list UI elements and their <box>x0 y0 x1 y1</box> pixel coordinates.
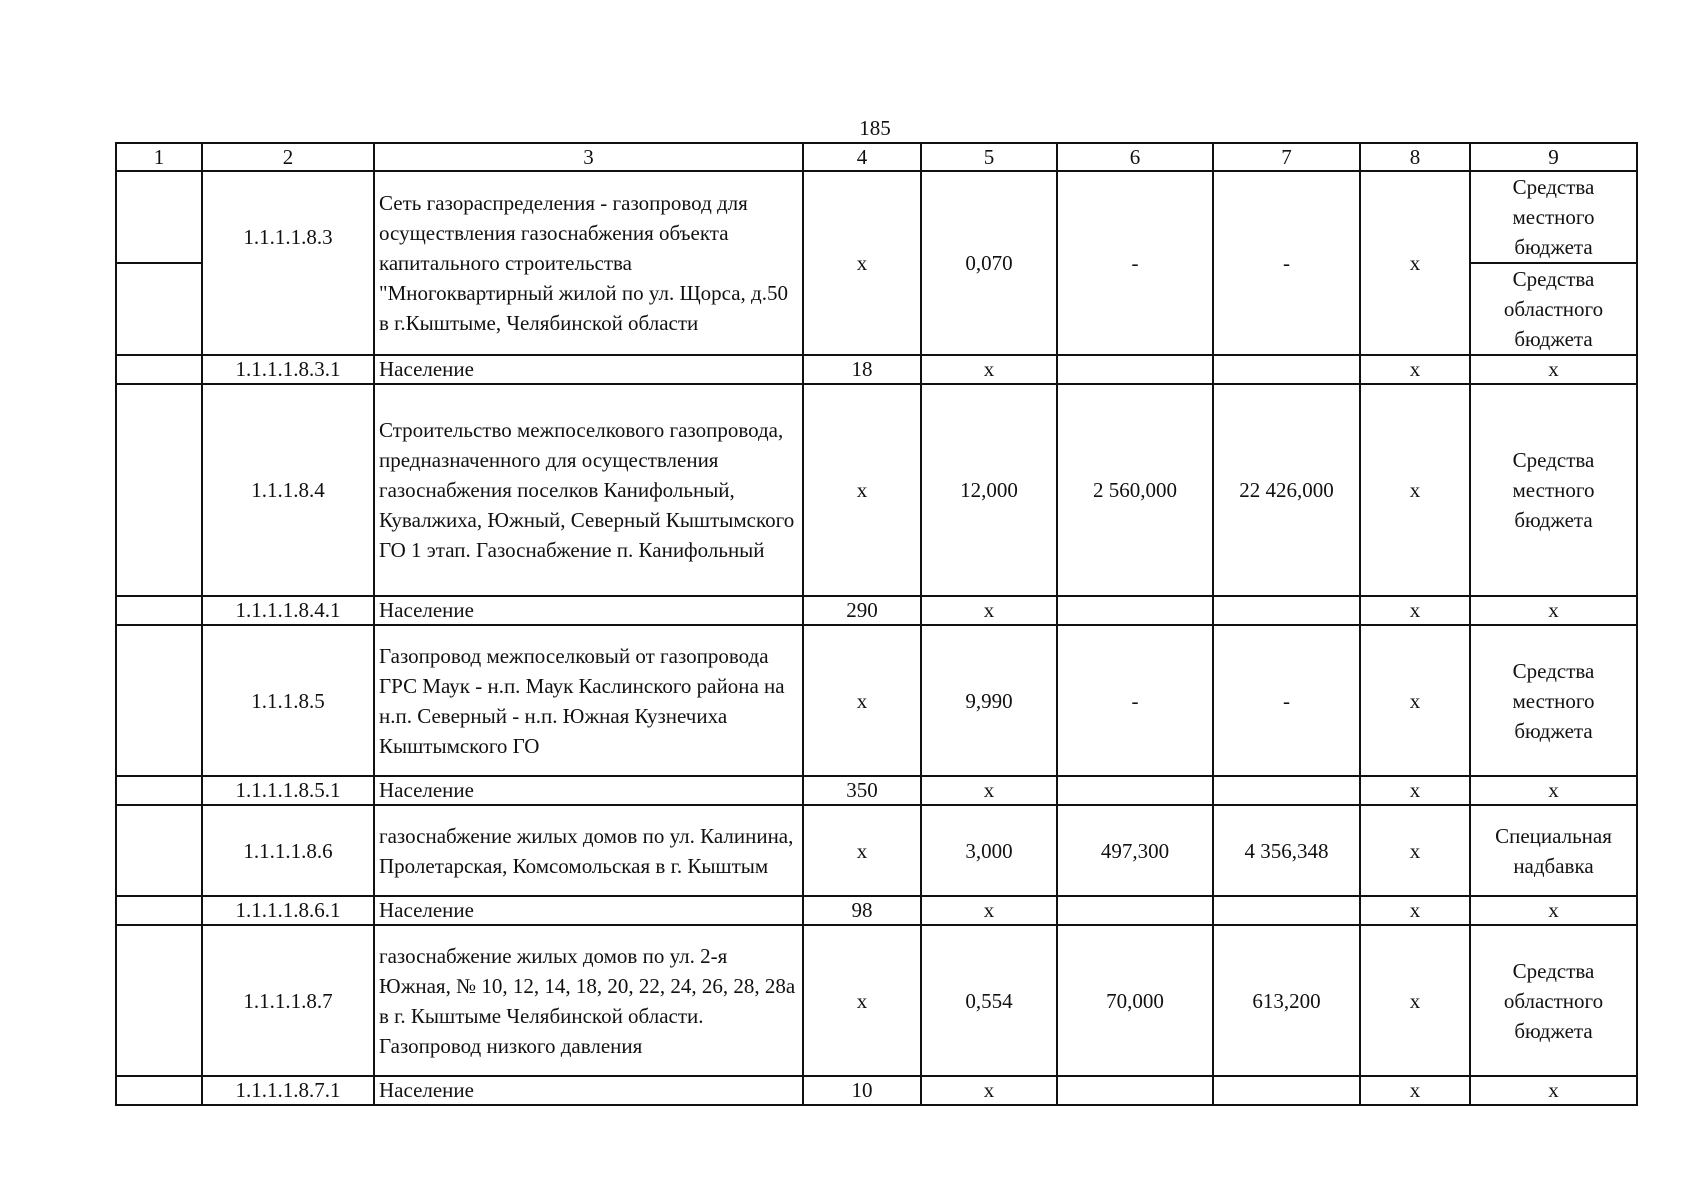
funding-cell: х <box>1470 596 1637 625</box>
funding-cell: Средства областного бюджета <box>1470 925 1637 1076</box>
code-cell: 1.1.1.1.8.7 <box>202 925 374 1076</box>
value-cell-6 <box>1057 355 1213 384</box>
table-row <box>116 925 1637 1076</box>
table-row <box>116 171 1637 263</box>
value-cell-6 <box>1057 596 1213 625</box>
funding-cell: Средства местного бюджета <box>1470 625 1637 776</box>
index-cell <box>116 355 202 384</box>
index-cell <box>116 171 202 263</box>
header-cell: 2 <box>202 143 374 171</box>
header-cell: 3 <box>374 143 803 171</box>
table-header-row <box>116 143 1637 171</box>
index-cell <box>116 384 202 596</box>
value-cell-5: х <box>921 776 1057 805</box>
value-cell-5: 0,554 <box>921 925 1057 1076</box>
value-cell-6 <box>1057 1076 1213 1105</box>
value-cell-5: х <box>921 1076 1057 1105</box>
code-cell: 1.1.1.1.8.7.1 <box>202 1076 374 1105</box>
code-cell: 1.1.1.1.8.3 <box>202 171 374 355</box>
value-cell-5: 12,000 <box>921 384 1057 596</box>
index-cell <box>116 1076 202 1105</box>
value-cell-4: х <box>803 925 921 1076</box>
value-cell-8: х <box>1360 925 1470 1076</box>
funding-cell: Средства местного бюджета <box>1470 384 1637 596</box>
value-cell-5: 0,070 <box>921 171 1057 355</box>
funding-cell: х <box>1470 355 1637 384</box>
value-cell-5: х <box>921 896 1057 925</box>
description-cell: Население <box>374 596 803 625</box>
funding-cell: Средства местного бюджета <box>1470 171 1637 263</box>
funding-cell: х <box>1470 896 1637 925</box>
value-cell-4: х <box>803 171 921 355</box>
description-cell: Население <box>374 896 803 925</box>
funding-cell: х <box>1470 776 1637 805</box>
value-cell-6: 497,300 <box>1057 805 1213 896</box>
page-number: 185 <box>859 116 891 140</box>
value-cell-7 <box>1213 596 1360 625</box>
value-cell-4: х <box>803 384 921 596</box>
code-cell: 1.1.1.1.8.4.1 <box>202 596 374 625</box>
header-cell: 4 <box>803 143 921 171</box>
value-cell-7: 613,200 <box>1213 925 1360 1076</box>
description-cell: Сеть газораспределения - газопровод для осуществления газоснабжения объекта капитального строительства "Многоквартирный жилой по ул. Щорса, д.50 в г.Кыштыме, Челябинской области <box>374 171 803 355</box>
description-cell: Газопровод межпоселковый от газопровода ГРС Маук - н.п. Маук Каслинского района на н.п. Северный - н.п. Южная Кузнечиха Кыштымского ГО <box>374 625 803 776</box>
value-cell-8: х <box>1360 171 1470 355</box>
value-cell-6: - <box>1057 625 1213 776</box>
value-cell-8: х <box>1360 776 1470 805</box>
code-cell: 1.1.1.8.5 <box>202 625 374 776</box>
value-cell-7: 22 426,000 <box>1213 384 1360 596</box>
description-cell: газоснабжение жилых домов по ул. 2-я Южная, № 10, 12, 14, 18, 20, 22, 24, 26, 28, 28а в г. Кыштыме Челябинской области. Газопровод низкого давления <box>374 925 803 1076</box>
description-cell: Население <box>374 1076 803 1105</box>
index-cell <box>116 896 202 925</box>
funding-cell: Средства областного бюджета <box>1470 263 1637 355</box>
value-cell-5: 3,000 <box>921 805 1057 896</box>
value-cell-7: - <box>1213 625 1360 776</box>
value-cell-4: х <box>803 625 921 776</box>
header-cell: 1 <box>116 143 202 171</box>
value-cell-7 <box>1213 896 1360 925</box>
code-cell: 1.1.1.1.8.6.1 <box>202 896 374 925</box>
value-cell-8: х <box>1360 355 1470 384</box>
value-cell-7: 4 356,348 <box>1213 805 1360 896</box>
table-row <box>116 776 1637 805</box>
table-row <box>116 355 1637 384</box>
value-cell-7 <box>1213 776 1360 805</box>
value-cell-5: 9,990 <box>921 625 1057 776</box>
description-cell: Население <box>374 776 803 805</box>
header-cell: 7 <box>1213 143 1360 171</box>
value-cell-7: - <box>1213 171 1360 355</box>
value-cell-4: 290 <box>803 596 921 625</box>
header-cell: 6 <box>1057 143 1213 171</box>
description-cell: Население <box>374 355 803 384</box>
value-cell-8: х <box>1360 1076 1470 1105</box>
funding-cell: х <box>1470 1076 1637 1105</box>
value-cell-7 <box>1213 1076 1360 1105</box>
value-cell-4: 98 <box>803 896 921 925</box>
code-cell: 1.1.1.1.8.3.1 <box>202 355 374 384</box>
value-cell-6 <box>1057 896 1213 925</box>
value-cell-4: 350 <box>803 776 921 805</box>
header-cell: 5 <box>921 143 1057 171</box>
index-cell <box>116 776 202 805</box>
header-cell: 9 <box>1470 143 1637 171</box>
value-cell-5: х <box>921 596 1057 625</box>
code-cell: 1.1.1.8.4 <box>202 384 374 596</box>
index-cell <box>116 596 202 625</box>
value-cell-5: х <box>921 355 1057 384</box>
value-cell-6: - <box>1057 171 1213 355</box>
value-cell-6: 70,000 <box>1057 925 1213 1076</box>
value-cell-8: х <box>1360 896 1470 925</box>
value-cell-4: х <box>803 805 921 896</box>
table-row <box>116 805 1637 896</box>
index-cell <box>116 925 202 1076</box>
funding-cell: Специальная надбавка <box>1470 805 1637 896</box>
table-row <box>116 625 1637 776</box>
value-cell-8: х <box>1360 596 1470 625</box>
value-cell-4: 18 <box>803 355 921 384</box>
description-cell: Строительство межпоселкового газопровода, предназначенного для осуществления газоснабжения поселков Канифольный, Кувалжиха, Южный, Северный Кыштымского ГО 1 этап. Газоснабжение п. Канифольный <box>374 384 803 596</box>
index-cell <box>116 805 202 896</box>
description-cell: газоснабжение жилых домов по ул. Калинина, Пролетарская, Комсомольская в г. Кыштым <box>374 805 803 896</box>
table-row <box>116 1076 1637 1105</box>
investment-table <box>115 142 1638 1106</box>
table-row <box>116 384 1637 596</box>
value-cell-7 <box>1213 355 1360 384</box>
header-cell: 8 <box>1360 143 1470 171</box>
value-cell-8: х <box>1360 805 1470 896</box>
code-cell: 1.1.1.1.8.6 <box>202 805 374 896</box>
value-cell-6 <box>1057 776 1213 805</box>
value-cell-8: х <box>1360 384 1470 596</box>
table-row <box>116 896 1637 925</box>
value-cell-6: 2 560,000 <box>1057 384 1213 596</box>
table-row <box>116 596 1637 625</box>
code-cell: 1.1.1.1.8.5.1 <box>202 776 374 805</box>
index-cell <box>116 263 202 355</box>
value-cell-4: 10 <box>803 1076 921 1105</box>
value-cell-8: х <box>1360 625 1470 776</box>
index-cell <box>116 625 202 776</box>
